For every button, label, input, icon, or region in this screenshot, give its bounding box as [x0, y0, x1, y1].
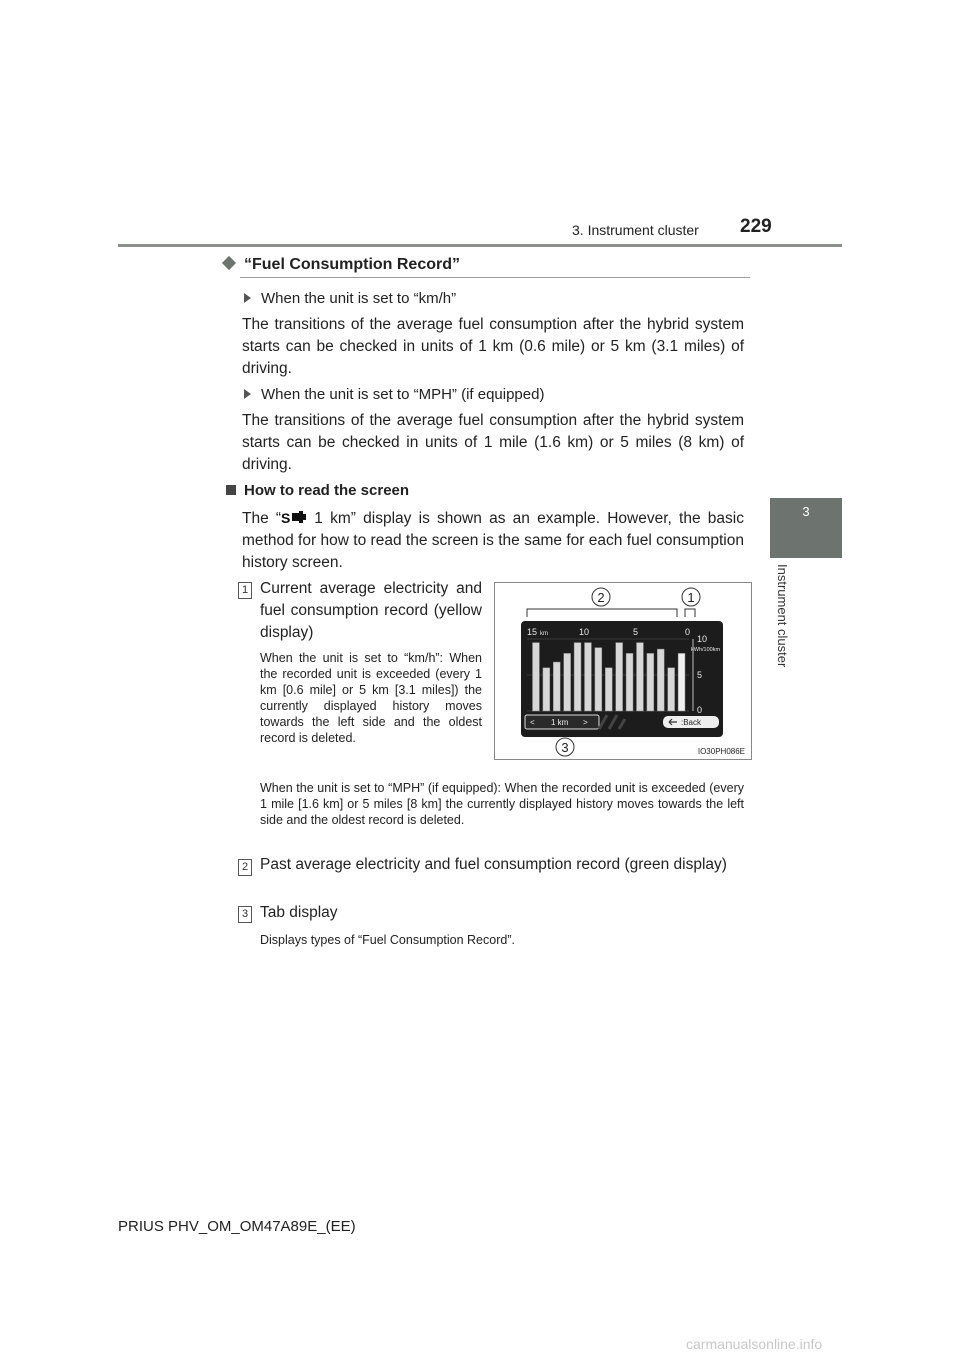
how-to-read-heading	[226, 482, 409, 499]
item-2-title: Past average electricity and fuel consumption record (green display)	[260, 856, 727, 873]
item-3-title: Tab display	[260, 904, 338, 921]
x-tick-10: 10	[579, 627, 590, 637]
y-tick-10: 10	[697, 634, 708, 644]
mph-unit-label	[244, 386, 544, 403]
y-unit: kWh/100km	[691, 647, 721, 653]
x-tick-0: 0	[685, 627, 691, 637]
item-3-note: Displays types of “Fuel Consumption Record”.	[260, 933, 515, 947]
square-bullet-icon	[226, 485, 236, 495]
footer-document-code: PRIUS PHV_OM_OM47A89E_(EE)	[118, 1218, 356, 1235]
km-unit-label	[244, 290, 456, 307]
y-tick-5: 5	[697, 670, 703, 680]
history-bar	[678, 653, 685, 711]
item-1-title: Current average electricity and fuel consumption record (yellow display)	[260, 580, 482, 641]
history-bar	[605, 668, 612, 711]
item-number-1: 1	[238, 582, 252, 599]
svg-text:S: S	[281, 510, 291, 525]
tab-label: 1 km	[551, 718, 569, 727]
header-rule	[118, 244, 842, 247]
page-number: 229	[740, 216, 772, 237]
triangle-bullet-icon	[244, 293, 251, 303]
section-label: 3. Instrument cluster	[572, 222, 699, 238]
section-heading	[222, 256, 460, 274]
history-bar	[595, 648, 602, 711]
history-bar	[543, 668, 550, 711]
history-bar	[668, 668, 675, 711]
history-bar	[647, 653, 654, 711]
km-unit-label-text: When the unit is set to “km/h”	[261, 290, 457, 307]
how-to-read-title: How to read the screen	[244, 482, 410, 499]
svg-text:<: <	[530, 718, 535, 727]
history-bar	[657, 649, 664, 711]
callout-1: 1	[687, 590, 695, 605]
back-label: :Back	[681, 718, 702, 727]
history-bar	[585, 643, 592, 711]
item-1-note-km: When the unit is set to “km/h”: When the recorded unit is exceeded (every 1 km [0.6 mile] or 5 km [3.1 miles]) the currently displayed history moves towards the left side and the oldest record is deleted.	[260, 651, 482, 745]
x-unit: km	[540, 631, 548, 637]
triangle-bullet-icon	[244, 389, 251, 399]
fuel-record-screen-illustration	[495, 583, 751, 759]
item-number-2: 2	[238, 859, 252, 876]
km-unit-paragraph: The transitions of the average fuel consumption after the hybrid system starts can be checked in units of 1 km (0.6 mile) or 5 km (3.1 miles) of driving.	[242, 316, 744, 377]
intro-suffix: 1 km” display is shown as an example. However, the basic method for how to read the screen is the same for each fuel consumption history screen.	[242, 510, 744, 571]
history-bar	[564, 653, 571, 711]
mph-unit-paragraph: The transitions of the average fuel consumption after the hybrid system starts can be checked in units of 1 mile (1.6 km) or 5 miles (8 km) of driving.	[242, 412, 744, 473]
section-heading-text: “Fuel Consumption Record”	[244, 256, 460, 273]
callout-2: 2	[597, 590, 605, 605]
item-number-3: 3	[238, 906, 252, 923]
heading-rule	[240, 277, 750, 278]
x-tick-15: 15	[527, 627, 538, 637]
ev-plug-icon	[281, 509, 307, 525]
history-bar	[533, 643, 540, 711]
item-1-note-mph: When the unit is set to “MPH” (if equipped): When the recorded unit is exceeded (every 1 mile [1.6 km] or 5 miles [8 km] the currently displayed history moves towards the left side and the oldest record is deleted.	[260, 781, 744, 827]
svg-text:>: >	[583, 718, 588, 727]
callout-3: 3	[561, 740, 569, 755]
diamond-icon	[222, 256, 236, 270]
x-tick-5: 5	[633, 627, 639, 637]
chapter-number: 3	[802, 504, 810, 519]
y-tick-0: 0	[697, 705, 703, 715]
watermark: carmanualsonline.info	[686, 1336, 823, 1352]
history-bar	[574, 643, 581, 711]
history-bar	[553, 662, 560, 711]
figure-code: IO30PH086E	[697, 747, 745, 756]
chapter-title-vertical	[775, 564, 806, 724]
history-bar	[626, 653, 633, 711]
history-bar	[616, 643, 623, 711]
mph-unit-label-text: When the unit is set to “MPH” (if equipped)	[261, 386, 545, 403]
history-bar	[637, 643, 644, 711]
intro-prefix: The “	[242, 510, 282, 527]
how-to-read-intro	[242, 508, 744, 574]
chapter-title: Instrument cluster	[775, 564, 790, 668]
display-figure	[494, 582, 752, 760]
